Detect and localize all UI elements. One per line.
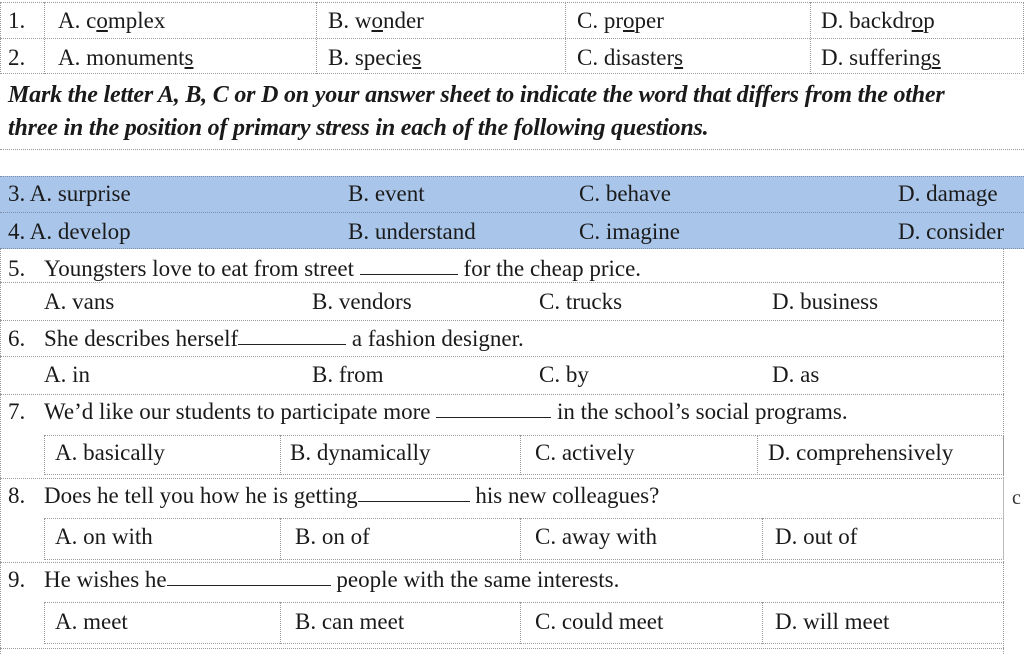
- underlined-letter: o: [371, 8, 383, 33]
- question-number: 5.: [8, 256, 26, 281]
- option-word: [604, 45, 683, 70]
- word-part: disaster: [603, 45, 675, 70]
- option-a: [58, 46, 193, 69]
- word-part: mplex: [107, 8, 166, 33]
- stress-row-highlight: [0, 212, 1024, 249]
- question-number: 1.: [8, 8, 26, 33]
- question-stem: [44, 400, 848, 423]
- option-d: D. comprehensively: [768, 440, 954, 465]
- option-c: [577, 9, 664, 32]
- word-part: suffering: [849, 45, 932, 70]
- question-number: 9.: [8, 567, 26, 592]
- underlined-letter: o: [911, 8, 924, 33]
- stem-before: Does he tell you how he is getting: [44, 483, 358, 508]
- word-part: c: [86, 8, 97, 33]
- pron-col-divider-b: [316, 2, 317, 74]
- option-letter: D.: [821, 45, 844, 70]
- cut-off-line: [0, 648, 1004, 649]
- option-word: [604, 8, 664, 33]
- question-stem: [44, 257, 641, 280]
- underlined-letter: o: [96, 8, 108, 33]
- underlined-letter: s: [674, 45, 684, 70]
- answer-blank: [360, 273, 458, 275]
- word-part: monument: [86, 45, 185, 70]
- stem-after: his new colleagues?: [475, 483, 660, 508]
- question-number: 7.: [8, 399, 26, 424]
- stem-before: He wishes he: [44, 567, 167, 592]
- word-part: specie: [354, 45, 413, 70]
- stress-option-c: C. imagine: [579, 219, 680, 244]
- option-c: C. by: [539, 362, 589, 387]
- underlined-letter: s: [931, 45, 941, 70]
- stem-after: in the school’s social programs.: [556, 399, 848, 424]
- option-letter: B.: [328, 45, 350, 70]
- stress-option-b: B. event: [348, 181, 425, 206]
- option-divider: [520, 518, 521, 560]
- option-divider: [280, 435, 281, 475]
- option-b: B. dynamically: [290, 440, 431, 465]
- stem-before: Youngsters love to eat from street: [44, 256, 355, 281]
- option-divider: [280, 602, 281, 644]
- stress-option-d: D. damage: [898, 181, 998, 206]
- question-number: 6.: [8, 326, 26, 351]
- question-stem: [44, 327, 524, 350]
- option-c: C. could meet: [535, 609, 664, 634]
- option-letter: A.: [58, 8, 81, 33]
- word-part: p: [923, 8, 935, 33]
- option-letter: D.: [821, 8, 844, 33]
- option-a: A. on with: [55, 524, 153, 549]
- option-d: D. will meet: [775, 609, 890, 634]
- question-stem: [44, 568, 619, 591]
- option-divider: [520, 602, 521, 644]
- word-part: nder: [382, 8, 424, 33]
- pron-col-divider-c: [565, 2, 566, 74]
- option-c: [577, 46, 683, 69]
- word-part: pr: [603, 8, 624, 33]
- underlined-letter: s: [184, 45, 194, 70]
- option-divider: [762, 518, 763, 560]
- option-d: D. as: [772, 362, 820, 387]
- option-word: [849, 8, 935, 33]
- option-word: [86, 45, 193, 70]
- stress-option-a: 3. A. surprise: [8, 181, 131, 206]
- option-divider: [762, 602, 763, 644]
- option-b: B. vendors: [312, 289, 412, 314]
- option-letter: C.: [577, 8, 599, 33]
- answer-blank: [436, 416, 551, 418]
- stem-after: people with the same interests.: [336, 567, 620, 592]
- word-part: backdr: [849, 8, 912, 33]
- option-b: [328, 9, 424, 32]
- option-a: A. meet: [55, 609, 128, 634]
- option-letter: C.: [577, 45, 599, 70]
- answer-blank: [238, 343, 346, 345]
- option-c: C. trucks: [539, 289, 623, 314]
- underlined-letter: o: [623, 8, 635, 33]
- instruction-line-1: Mark the letter A, B, C or D on your answer sheet to indicate the word that differs from the other: [8, 82, 945, 108]
- option-divider: [757, 435, 758, 475]
- option-a: A. in: [44, 362, 90, 387]
- option-divider: [520, 435, 521, 475]
- pron-col-divider-num: [44, 2, 45, 74]
- word-part: w: [354, 8, 372, 33]
- option-c: C. away with: [535, 524, 658, 549]
- option-divider: [280, 518, 281, 560]
- option-word: [355, 8, 424, 33]
- option-b: B. can meet: [295, 609, 405, 634]
- side-glyph: c: [1012, 487, 1021, 509]
- options-row: [0, 357, 1004, 395]
- option-d: D. business: [772, 289, 879, 314]
- option-d: D. out of: [775, 524, 858, 549]
- stress-row-highlight: [0, 176, 1024, 212]
- option-b: [328, 46, 421, 69]
- option-a: [58, 9, 165, 32]
- question-row-top: [0, 478, 1004, 479]
- stress-option-b: B. understand: [348, 219, 476, 244]
- stem-before: We’d like our students to participate more: [44, 399, 431, 424]
- stem-after: a fashion designer.: [351, 326, 524, 351]
- option-word: [355, 45, 421, 70]
- word-part: per: [634, 8, 664, 33]
- option-word: [86, 8, 165, 33]
- question-stem: [44, 484, 659, 507]
- option-word: [849, 45, 941, 70]
- pron-col-divider-d: [810, 2, 811, 74]
- option-letter: B.: [328, 8, 350, 33]
- stem-before: She describes herself: [44, 326, 239, 351]
- pron-row-divider: [0, 38, 1024, 39]
- option-a: A. vans: [44, 289, 115, 314]
- question-number: 8.: [8, 483, 26, 508]
- stem-after: for the cheap price.: [463, 256, 642, 281]
- stress-option-c: C. behave: [579, 181, 671, 206]
- stress-option-d: D. consider: [898, 219, 1005, 244]
- option-b: B. from: [312, 362, 384, 387]
- answer-blank: [167, 584, 331, 586]
- answer-blank: [358, 500, 470, 502]
- option-d: [821, 46, 941, 69]
- question-number: 2.: [8, 45, 26, 70]
- underlined-letter: s: [412, 45, 422, 70]
- option-letter: A.: [58, 45, 81, 70]
- option-b: B. on of: [295, 524, 370, 549]
- instruction-line-2: three in the position of primary stress in each of the following questions.: [8, 115, 709, 141]
- option-d: [821, 9, 935, 32]
- option-a: A. basically: [55, 440, 165, 465]
- options-row: [44, 518, 1004, 560]
- question-row-top: [0, 562, 1004, 563]
- stress-option-a: 4. A. develop: [8, 219, 131, 244]
- option-c: C. actively: [535, 440, 635, 465]
